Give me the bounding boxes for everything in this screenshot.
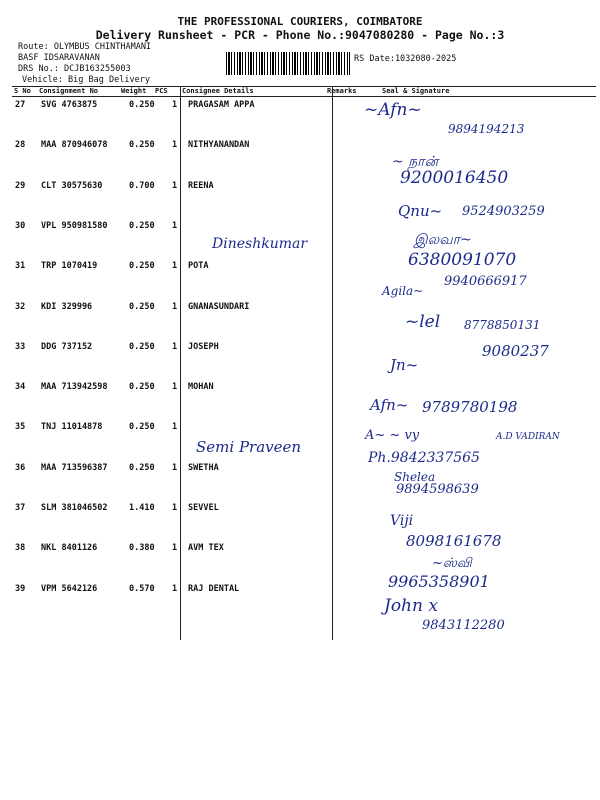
handwriting-30-name: Dineshkumar (212, 236, 308, 252)
row-weight: 0.380 (129, 543, 155, 554)
row-sno: 37 (15, 503, 26, 513)
handwriting-36: 9894598639 (396, 482, 479, 497)
row-consignee: SEVVEL (188, 503, 219, 513)
table-row (12, 136, 596, 176)
row-consignee: AVM TEX (188, 543, 224, 554)
signature-31: Agila~ (382, 284, 424, 298)
row-pcs: 1 (172, 180, 178, 191)
row-pcs: 1 (172, 583, 178, 594)
handwriting-35-consignee: Semi Praveen (196, 438, 302, 456)
row-consignment: KDI 329996 (41, 301, 93, 312)
vehicle-label: Vehicle: Big Bag Delivery (22, 75, 150, 85)
signature-30: இலவா~ (414, 232, 472, 248)
row-sno: 38 (15, 543, 26, 554)
company-title: THE PROFESSIONAL COURIERS, COIMBATORE (177, 15, 423, 28)
row-weight: 0.700 (129, 180, 155, 191)
handwriting-35-phone: Ph.9842337565 (368, 450, 480, 466)
row-sno: 28 (15, 140, 26, 151)
row-pcs: 1 (172, 382, 178, 393)
row-pcs: 1 (172, 301, 178, 312)
signature-27: ~Afn~ (364, 100, 422, 120)
row-weight: 0.250 (129, 301, 155, 312)
row-sno: 39 (15, 583, 26, 594)
signature-36: Shelea (394, 470, 436, 484)
row-consignee: RAJ DENTAL (188, 583, 240, 594)
row-sno: 33 (15, 341, 26, 352)
signature-35: A~ ~ vy (365, 428, 420, 443)
row-weight: 0.250 (129, 140, 155, 151)
col-remarks: Remarks (327, 87, 357, 95)
col-signature: Seal & Signature (382, 87, 450, 95)
row-weight: 0.250 (129, 220, 155, 231)
row-consignment: NKL 8401126 (41, 543, 98, 554)
row-consignment: MAA 870946078 (41, 140, 108, 151)
row-pcs: 1 (172, 422, 178, 433)
row-consignment: VPM 5642126 (41, 583, 98, 594)
row-consignee: GNANASUNDARI (188, 301, 250, 312)
row-sno: 31 (15, 261, 26, 272)
signature-33: Jn~ (390, 356, 419, 374)
handwriting-37: 8098161678 (406, 532, 502, 550)
table-row (12, 580, 596, 620)
col-consignee: Consignee Details (182, 87, 254, 95)
row-sno: 29 (15, 180, 26, 191)
row-consignment: DDG 737152 (41, 341, 93, 352)
row-weight: 0.250 (129, 341, 155, 352)
handwriting-31: 9940666917 (444, 274, 527, 289)
handwriting-39: 9843112280 (422, 618, 505, 633)
signature-29: Qnu~ (398, 202, 443, 220)
row-consignee: JOSEPH (188, 341, 219, 352)
row-pcs: 1 (172, 140, 178, 151)
col-pcs: PCS (155, 87, 168, 95)
row-weight: 0.250 (129, 462, 155, 473)
handwriting-27: 9894194213 (448, 122, 525, 136)
row-consignee: POTA (188, 261, 209, 272)
row-sno: 36 (15, 462, 26, 473)
handwriting-32: 8778850131 (464, 318, 541, 332)
row-weight: 1.410 (129, 503, 155, 513)
row-pcs: 1 (172, 341, 178, 352)
row-pcs: 1 (172, 543, 178, 554)
row-weight: 0.570 (129, 583, 155, 594)
row-pcs: 1 (172, 100, 178, 110)
row-consignment: TNJ 11014878 (41, 422, 103, 433)
handwriting-39-name: John x (384, 596, 438, 616)
table-top-border (12, 86, 596, 87)
row-sno: 32 (15, 301, 26, 312)
signature-34: Afn~ (370, 396, 409, 414)
signature-28: ~ நான் (392, 154, 439, 170)
handwriting-28: 9200016450 (400, 168, 509, 188)
row-pcs: 1 (172, 462, 178, 473)
table-row (12, 459, 596, 499)
handwriting-37-name: Viji (390, 513, 414, 529)
row-consignment: MAA 713942598 (41, 382, 108, 393)
rs-date: RS Date:1032080-2025 (354, 54, 457, 64)
handwriting-38: 9965358901 (388, 572, 490, 591)
row-sno: 27 (15, 100, 26, 110)
row-consignment: TRP 1070419 (41, 261, 98, 272)
row-sno: 34 (15, 382, 26, 393)
row-consignment: VPL 950981580 (41, 220, 108, 231)
runsheet-subtitle: Delivery Runsheet - PCR - Phone No.:9047080280 - Page No.:3 (95, 28, 505, 42)
row-weight: 0.250 (129, 100, 155, 110)
row-consignee: SWETHA (188, 462, 219, 473)
col-consignment: Consignment No (39, 87, 99, 95)
barcode (226, 52, 350, 75)
row-consignment: SLM 381046502 (41, 503, 108, 513)
row-consignee: NITHYANANDAN (188, 140, 250, 151)
table-row (12, 539, 596, 579)
drs-number: DRS No.: DCJB163255003 (18, 64, 131, 74)
route-label: Route: OLYMBUS CHINTHAMANI (18, 42, 152, 52)
handwriting-35-name: A.D VADIRAN (496, 432, 560, 442)
table-row (12, 499, 596, 539)
row-consignment: SVG 4763875 (41, 100, 98, 110)
row-sno: 30 (15, 220, 26, 231)
handwriting-33: 9080237 (482, 342, 549, 360)
row-sno: 35 (15, 422, 26, 433)
row-pcs: 1 (172, 220, 178, 231)
row-weight: 0.250 (129, 382, 155, 393)
row-weight: 0.250 (129, 261, 155, 272)
signature-38: ~ஸ்வி (432, 556, 472, 571)
row-consignment: CLT 30575630 (41, 180, 103, 191)
handwriting-34: 9789780198 (422, 398, 518, 416)
row-consignee: PRAGASAM APPA (188, 100, 255, 110)
handwriting-30: 6380091070 (408, 250, 517, 270)
row-pcs: 1 (172, 261, 178, 272)
handwriting-29: 9524903259 (462, 204, 545, 219)
col-weight: Weight (121, 87, 147, 95)
staff-label: BASF IDSARAVANAN (18, 53, 100, 63)
row-weight: 0.250 (129, 422, 155, 433)
row-consignee: MOHAN (188, 382, 214, 393)
signature-32: ~lel (405, 312, 441, 332)
col-sno: S No (14, 87, 31, 95)
row-consignee: REENA (188, 180, 214, 191)
row-pcs: 1 (172, 503, 178, 513)
row-consignment: MAA 713596387 (41, 462, 108, 473)
